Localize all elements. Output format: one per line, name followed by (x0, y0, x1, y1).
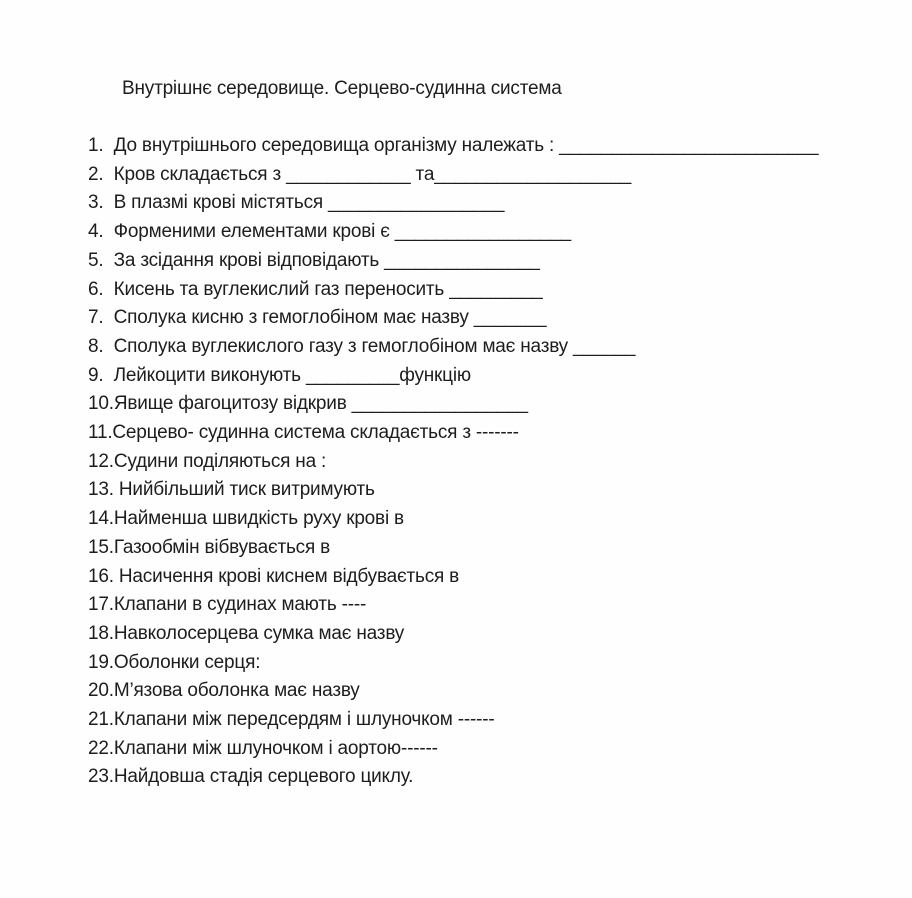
question-item: 20.М’язова оболонка має назву (88, 680, 360, 702)
question-item: 19.Оболонки серця: (88, 651, 261, 673)
question-item: 8. Сполука вуглекислого газу з гемоглобіном має назву ______ (88, 335, 636, 357)
question-item: 2. Кров складається з ____________ та___________________ (88, 163, 632, 185)
question-item: 15.Газообмін вібвувається в (88, 536, 331, 558)
question-item: 14.Найменша швидкість руху крові в (88, 508, 404, 530)
question-item: 16. Насичення крові киснем відбувається в (88, 565, 460, 587)
question-item: 9. Лейкоцити виконують _________функцію (88, 364, 471, 386)
question-item: 4. Форменими елементами крові є _________________ (88, 221, 572, 243)
question-item: 23.Найдовша стадія серцевого циклу. (88, 766, 414, 788)
question-item: 3. В плазмі крові містяться _________________ (88, 192, 505, 214)
question-item: 5. За зсідання крові відповідають _______________ (88, 249, 540, 271)
question-item: 12.Судини поділяються на : (88, 450, 327, 472)
question-item: 22.Клапани між шлуночком і аортою------ (88, 737, 438, 759)
document-title: Внутрішнє середовище. Серцево-судинна система (122, 78, 562, 99)
question-item: 11.Серцево- судинна система складається з ------- (88, 422, 519, 444)
question-item: 21.Клапани між передсердям і шлуночком ------ (88, 709, 495, 731)
document-content (88, 78, 888, 792)
question-item: 10.Явище фагоцитозу відкрив _________________ (88, 393, 528, 415)
question-list (88, 132, 888, 792)
question-item: 17.Клапани в судинах мають ---- (88, 594, 367, 616)
question-item: 6. Кисень та вуглекислий газ переносить _________ (88, 278, 543, 300)
question-item: 7. Сполука кисню з гемоглобіном має назву _______ (88, 307, 547, 329)
question-item: 18.Навколосерцева сумка має назву (88, 622, 405, 644)
question-item: 1. До внутрішнього середовища організму належать : _________________________ (88, 135, 819, 156)
question-item: 13. Нийбільший тиск витримують (88, 479, 375, 501)
